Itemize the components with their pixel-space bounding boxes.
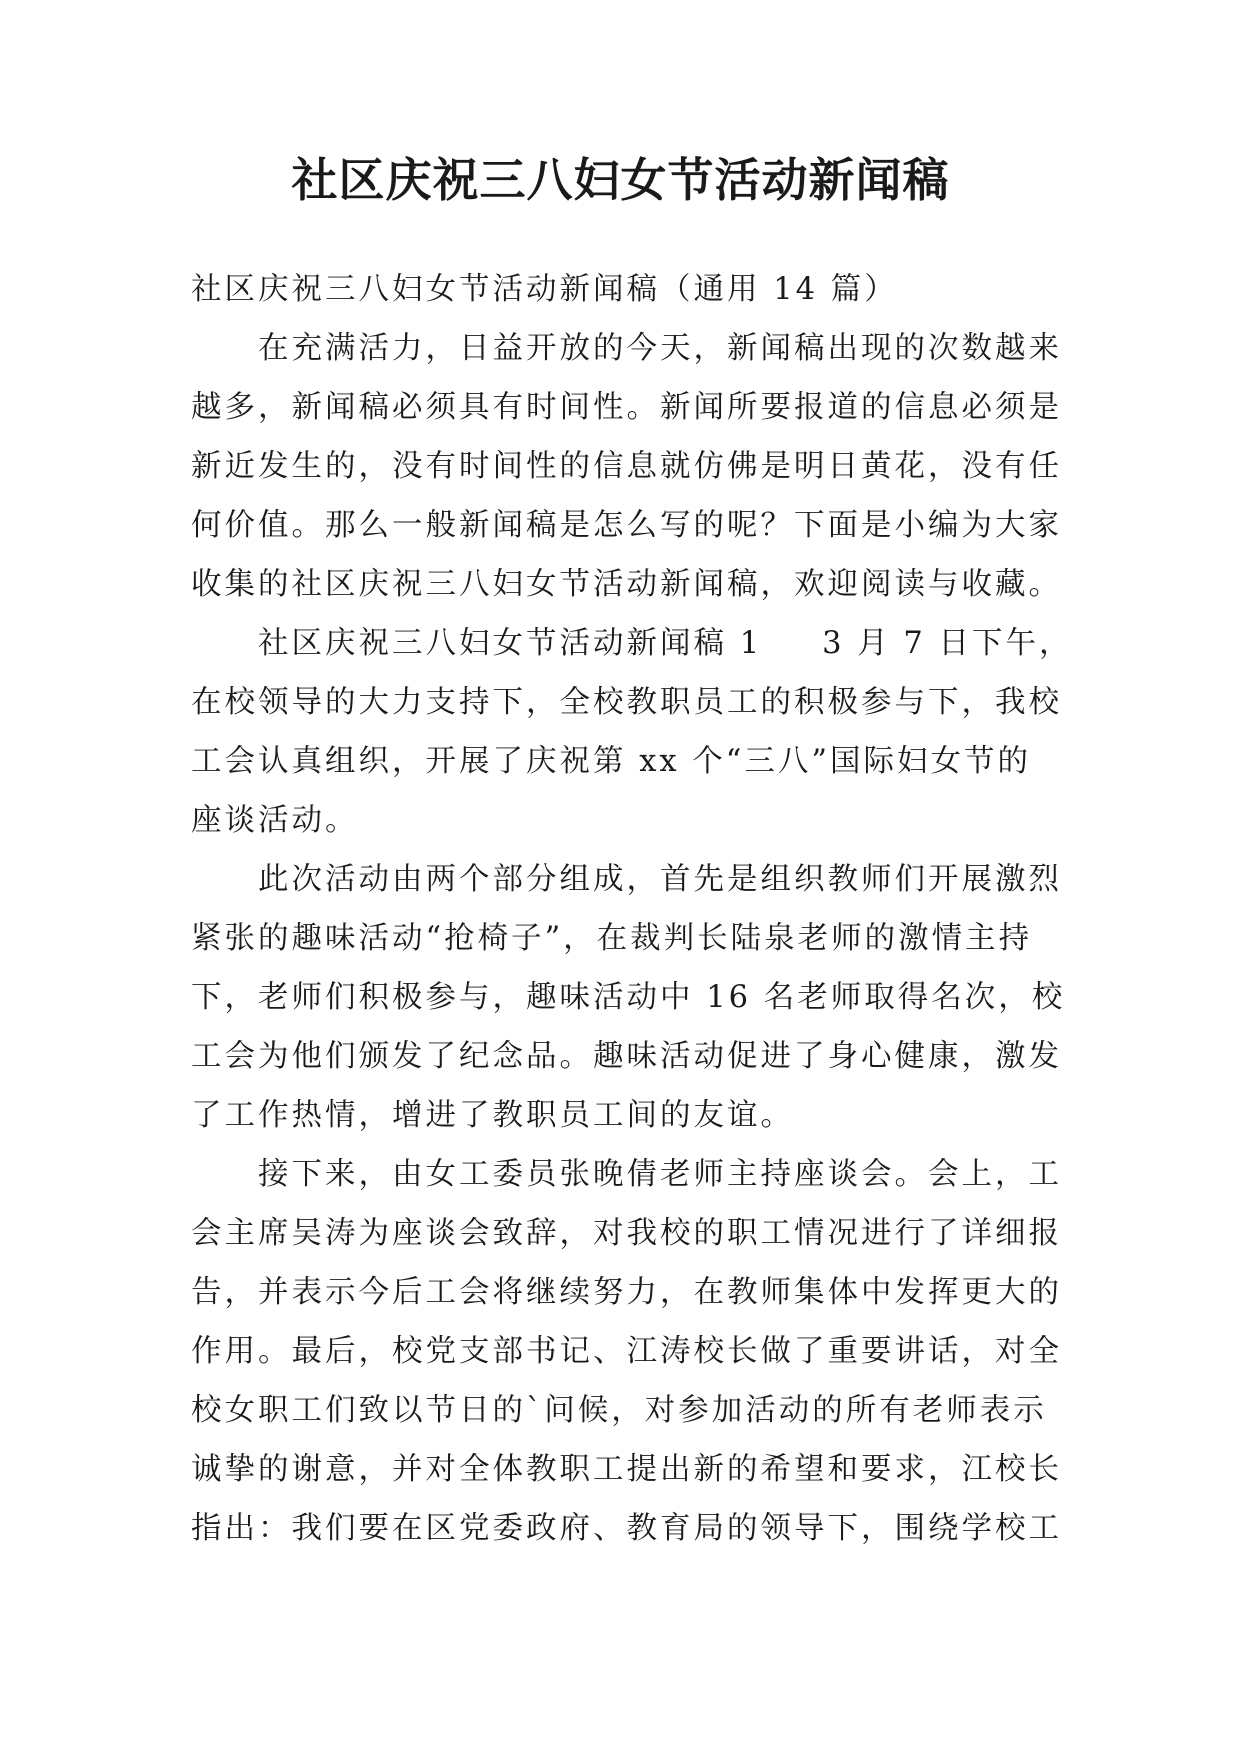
paragraph-line: 告，并表示今后工会将继续努力，在教师集体中发挥更大的 <box>191 1275 1062 1310</box>
section-heading: 社区庆祝三八妇女节活动新闻稿 1 <box>258 626 763 661</box>
paragraph-line: 工会为他们颁发了纪念品。趣味活动促进了身心健康，激发 <box>191 1039 1062 1074</box>
document-title: 社区庆祝三八妇女节活动新闻稿 <box>291 153 950 207</box>
paragraph-line: 何价值。那么一般新闻稿是怎么写的呢？下面是小编为大家 <box>191 508 1062 543</box>
section-heading-line <box>191 614 1073 673</box>
paragraph-line: 下，老师们积极参与，趣味活动中 16 名老师取得名次，校 <box>191 980 1066 1015</box>
paragraph-line: 紧张的趣味活动“抢椅子”，在裁判长陆泉老师的激情主持 <box>191 921 1033 956</box>
paragraph-line: 作用。最后，校党支部书记、江涛校长做了重要讲话，对全 <box>191 1334 1062 1369</box>
paragraph-line: 工会认真组织，开展了庆祝第 xx 个“三八”国际妇女节的 <box>191 744 1031 779</box>
paragraph-line: 了工作热情，增进了教职员工间的友谊。 <box>191 1098 794 1133</box>
paragraph-line: 此次活动由两个部分组成，首先是组织教师们开展激烈 <box>258 862 1062 897</box>
section-date: 3 月 7 日下午， <box>822 626 1073 661</box>
paragraph-line: 收集的社区庆祝三八妇女节活动新闻稿，欢迎阅读与收藏。 <box>191 567 1062 602</box>
subtitle-line: 社区庆祝三八妇女节活动新闻稿（通用 14 篇） <box>191 272 898 307</box>
paragraph-line: 越多，新闻稿必须具有时间性。新闻所要报道的信息必须是 <box>191 390 1062 425</box>
paragraph-line: 校女职工们致以节日的`问候，对参加活动的所有老师表示 <box>191 1393 1047 1428</box>
paragraph-line: 接下来，由女工委员张晚倩老师主持座谈会。会上，工 <box>258 1157 1062 1192</box>
paragraph-line: 新近发生的，没有时间性的信息就仿佛是明日黄花，没有任 <box>191 449 1062 484</box>
paragraph-line: 指出：我们要在区党委政府、教育局的领导下，围绕学校工 <box>191 1511 1062 1546</box>
paragraph-line: 在充满活力，日益开放的今天，新闻稿出现的次数越来 <box>258 331 1062 366</box>
paragraph-line: 在校领导的大力支持下，全校教职员工的积极参与下，我校 <box>191 685 1062 720</box>
paragraph-line: 座谈活动。 <box>191 803 359 838</box>
paragraph-line: 会主席吴涛为座谈会致辞，对我校的职工情况进行了详细报 <box>191 1216 1062 1251</box>
document-body <box>191 260 1073 1558</box>
paragraph-line: 诚挚的谢意，并对全体教职工提出新的希望和要求，江校长 <box>191 1452 1062 1487</box>
